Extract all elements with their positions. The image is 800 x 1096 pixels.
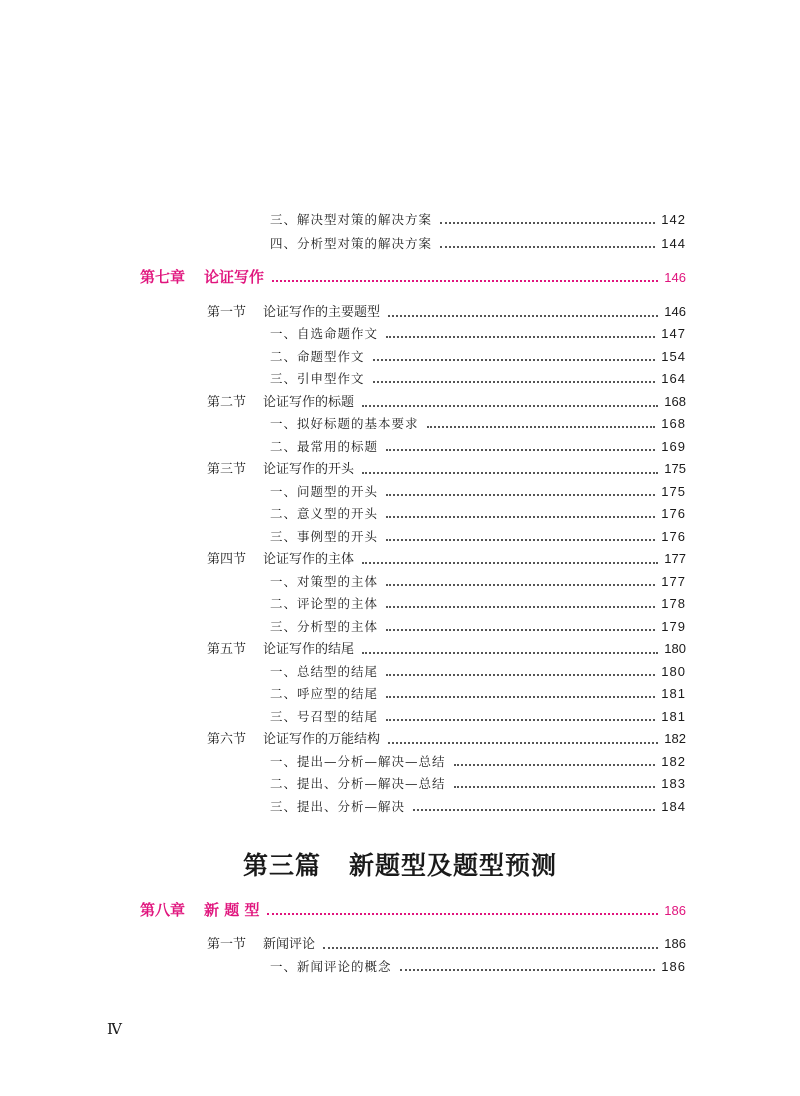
- section-page-number: 175: [664, 461, 686, 476]
- dot-leader: [386, 539, 655, 541]
- section-title: 新闻评论: [263, 937, 316, 952]
- toc-item-label: 二、命题型作文: [270, 349, 365, 364]
- toc-item-label: 二、评论型的主体: [270, 596, 379, 611]
- chapter-title: 论证写作: [204, 268, 265, 286]
- dot-leader: [272, 280, 658, 282]
- dot-leader: [362, 405, 658, 407]
- toc-item[interactable]: [270, 505, 686, 523]
- toc-item-label: 二、最常用的标题: [270, 439, 379, 454]
- dot-leader: [400, 969, 656, 971]
- section-number: 第三节: [207, 462, 247, 477]
- section-entry[interactable]: [207, 730, 686, 749]
- section-title: 论证写作的主体: [263, 552, 355, 567]
- toc-item-label: 二、意义型的开头: [270, 506, 379, 521]
- section-entry[interactable]: [207, 640, 686, 659]
- section-number: 第六节: [207, 732, 247, 747]
- section-page-number: 177: [664, 551, 686, 566]
- toc-item[interactable]: [270, 708, 686, 726]
- toc-item-label: 三、分析型的主体: [270, 619, 379, 634]
- section-title: 论证写作的开头: [263, 462, 355, 477]
- toc-item-label: 三、引申型作文: [270, 371, 365, 386]
- chapter-title: 新 题 型: [204, 901, 260, 919]
- dot-leader: [386, 584, 655, 586]
- section-page-number: 186: [664, 936, 686, 951]
- toc-item-label: 三、解决型对策的解决方案: [270, 212, 433, 227]
- section-number: 第一节: [207, 937, 247, 952]
- section-title: 论证写作的标题: [263, 395, 355, 410]
- toc-page-number: 182: [661, 754, 686, 769]
- toc-item[interactable]: [270, 235, 686, 253]
- part-heading: [0, 846, 800, 882]
- dot-leader: [362, 652, 658, 654]
- toc-page-number: 154: [661, 349, 686, 364]
- toc-item[interactable]: [270, 528, 686, 546]
- part-title: 新题型及题型预测: [349, 851, 558, 880]
- dot-leader: [386, 629, 655, 631]
- dot-leader: [386, 494, 655, 496]
- toc-item-label: 三、号召型的结尾: [270, 709, 379, 724]
- toc-page-number: 164: [661, 371, 686, 386]
- section-entry[interactable]: [207, 460, 686, 479]
- dot-leader: [386, 719, 655, 721]
- section-page-number: 168: [664, 394, 686, 409]
- dot-leader: [373, 381, 656, 383]
- toc-item[interactable]: [270, 753, 686, 771]
- toc-item-label: 四、分析型对策的解决方案: [270, 236, 433, 251]
- toc-page-number: 147: [661, 326, 686, 341]
- toc-page-number: 184: [661, 799, 686, 814]
- toc-item[interactable]: [270, 595, 686, 613]
- toc-item-label: 二、提出、分析—解决—总结: [270, 776, 446, 791]
- section-number: 第一节: [207, 305, 247, 320]
- dot-leader: [386, 516, 655, 518]
- dot-leader: [388, 742, 658, 744]
- dot-leader: [440, 222, 655, 224]
- section-entry[interactable]: [207, 550, 686, 569]
- toc-page-number: 168: [661, 416, 686, 431]
- toc-item[interactable]: [270, 663, 686, 681]
- toc-item[interactable]: [270, 211, 686, 229]
- section-entry[interactable]: [207, 303, 686, 322]
- dot-leader: [386, 674, 655, 676]
- toc-item[interactable]: [270, 618, 686, 636]
- toc-page-number: 181: [661, 686, 686, 701]
- toc-page-number: 169: [661, 439, 686, 454]
- section-title: 论证写作的主要题型: [263, 305, 381, 320]
- toc-item-label: 一、问题型的开头: [270, 484, 379, 499]
- chapter-heading[interactable]: [140, 901, 686, 920]
- toc-page-number: 180: [661, 664, 686, 679]
- toc-item-label: 一、自选命题作文: [270, 326, 379, 341]
- section-page-number: 182: [664, 731, 686, 746]
- dot-leader: [440, 246, 655, 248]
- toc-page-number: 179: [661, 619, 686, 634]
- toc-item[interactable]: [270, 775, 686, 793]
- dot-leader: [373, 359, 656, 361]
- toc-page-number: 175: [661, 484, 686, 499]
- toc-item[interactable]: [270, 685, 686, 703]
- dot-leader: [388, 315, 658, 317]
- toc-item-label: 一、新闻评论的概念: [270, 959, 392, 974]
- toc-item[interactable]: [270, 325, 686, 343]
- toc-item-label: 一、提出—分析—解决—总结: [270, 754, 446, 769]
- toc-page-number: 144: [661, 236, 686, 251]
- dot-leader: [427, 426, 656, 428]
- toc-page-number: 178: [661, 596, 686, 611]
- section-entry[interactable]: [207, 393, 686, 412]
- toc-item-label: 三、提出、分析—解决: [270, 799, 406, 814]
- dot-leader: [454, 764, 656, 766]
- toc-item[interactable]: [270, 483, 686, 501]
- dot-leader: [362, 472, 658, 474]
- part-number: 第三篇: [242, 851, 321, 880]
- toc-item-label: 一、总结型的结尾: [270, 664, 379, 679]
- toc-item[interactable]: [270, 958, 686, 976]
- toc-page-number: 181: [661, 709, 686, 724]
- toc-item[interactable]: [270, 348, 686, 366]
- dot-leader: [386, 336, 655, 338]
- section-page-number: 180: [664, 641, 686, 656]
- chapter-page-number: 146: [664, 270, 686, 285]
- toc-item[interactable]: [270, 415, 686, 433]
- chapter-number: 第八章: [140, 901, 186, 919]
- section-entry[interactable]: [207, 935, 686, 954]
- toc-item[interactable]: [270, 370, 686, 388]
- toc-page-number: 186: [661, 959, 686, 974]
- dot-leader: [386, 696, 655, 698]
- toc-item-label: 一、拟好标题的基本要求: [270, 416, 419, 431]
- section-page-number: 146: [664, 304, 686, 319]
- section-title: 论证写作的万能结构: [263, 732, 381, 747]
- toc-item-label: 二、呼应型的结尾: [270, 686, 379, 701]
- section-number: 第四节: [207, 552, 247, 567]
- section-number: 第二节: [207, 395, 247, 410]
- toc-item-label: 一、对策型的主体: [270, 574, 379, 589]
- toc-item-label: 三、事例型的开头: [270, 529, 379, 544]
- section-number: 第五节: [207, 642, 247, 657]
- toc-page-number: 176: [661, 506, 686, 521]
- toc-page-number: 177: [661, 574, 686, 589]
- dot-leader: [413, 809, 655, 811]
- section-title: 论证写作的结尾: [263, 642, 355, 657]
- toc-page-number: 183: [661, 776, 686, 791]
- dot-leader: [386, 449, 655, 451]
- toc-page-number: 142: [661, 212, 686, 227]
- page-folio: Ⅳ: [107, 1020, 122, 1038]
- chapter-number: 第七章: [140, 268, 186, 286]
- chapter-heading[interactable]: [140, 268, 686, 287]
- dot-leader: [323, 947, 658, 949]
- dot-leader: [267, 913, 658, 915]
- toc-page-number: 176: [661, 529, 686, 544]
- toc-item[interactable]: [270, 798, 686, 816]
- chapter-page-number: 186: [664, 903, 686, 918]
- dot-leader: [454, 786, 656, 788]
- toc-item[interactable]: [270, 438, 686, 456]
- dot-leader: [386, 606, 655, 608]
- dot-leader: [362, 562, 658, 564]
- toc-item[interactable]: [270, 573, 686, 591]
